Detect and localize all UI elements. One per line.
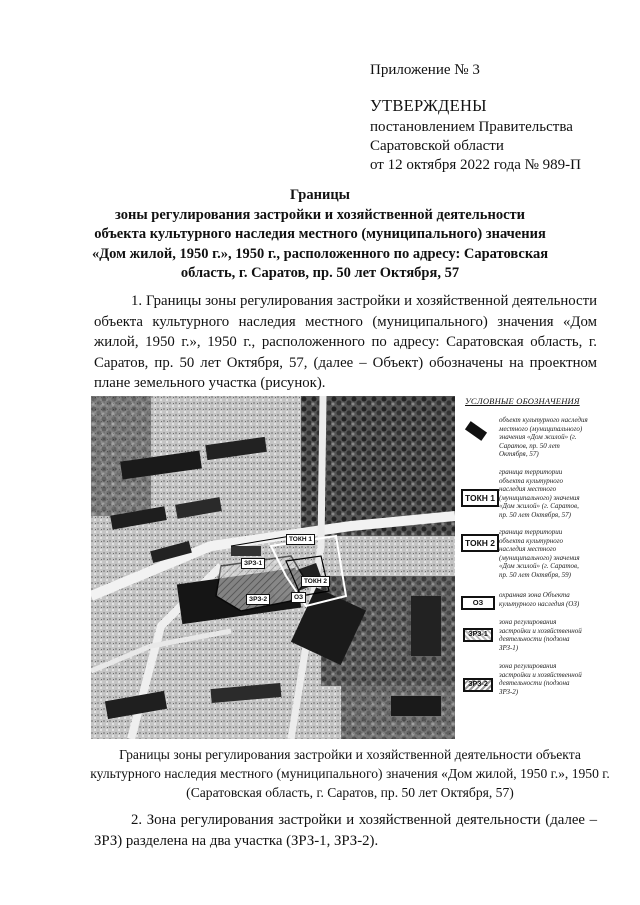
legend-item-text: граница территории объекта культурного наследия местного (муниципального) значения «Дом жилой» (г. Саратов, пр. 50 лет Октября, 57) bbox=[499, 468, 580, 519]
title-line-1: Границы bbox=[289, 187, 350, 203]
title-line-3: объекта культурного наследия местного (муниципального) значения bbox=[94, 226, 546, 242]
legend-item-text: граница территории объекта культурного наследия местного (муниципального) значения «Дом жилой» (г. Саратов, пр. 50 лет Октября, 59) bbox=[499, 528, 580, 579]
map-label-zrz-1: ЗРЗ-1 bbox=[241, 558, 265, 569]
map-label-oz: ОЗ bbox=[291, 592, 306, 603]
title-line-5: область, г. Саратов, пр. 50 лет Октября, 57 bbox=[180, 265, 460, 281]
legend-title: УСЛОВНЫЕ ОБОЗНАЧЕНИЯ bbox=[465, 396, 580, 406]
aerial-map-graphic bbox=[91, 396, 455, 739]
appendix-number: Приложение № 3 bbox=[370, 62, 480, 78]
legend-swatch-tokn-2: ТОКН 2 bbox=[461, 534, 499, 552]
legend-item-text: охранная зона Объекта культурного наследия (ОЗ) bbox=[499, 591, 580, 608]
approved-heading: УТВЕРЖДЕНЫ bbox=[370, 96, 487, 115]
title-line-2: зоны регулирования застройки и хозяйственной деятельности bbox=[115, 206, 525, 223]
legend-object-symbol-icon bbox=[463, 418, 489, 444]
approval-line-1: постановлением Правительства bbox=[370, 119, 573, 135]
legend-swatch-tokn-1: ТОКН 1 bbox=[461, 489, 499, 507]
site-plan-figure bbox=[91, 396, 599, 739]
approval-line-2: Саратовской области bbox=[370, 138, 504, 154]
map-label-zrz-2: ЗРЗ-2 bbox=[246, 594, 270, 605]
caption-line-2: культурного наследия местного (муниципального) значения «Дом жилой, 1950 г.», 1950 г. bbox=[90, 766, 610, 781]
document-title bbox=[60, 186, 580, 284]
caption-line-1: Границы зоны регулирования застройки и хозяйственной деятельности объекта bbox=[119, 747, 581, 762]
caption-line-3: (Саратовская область, г. Саратов, пр. 50 лет Октября, 57) bbox=[186, 785, 514, 800]
legend-swatch-zrz-2: ЗРЗ-2 bbox=[463, 678, 493, 692]
legend-swatch-zrz-1: ЗРЗ-1 bbox=[463, 628, 493, 642]
legend-swatch-oz: ОЗ bbox=[461, 596, 495, 610]
legend-item-text: зона регулирования застройки и хозяйственной деятельности (подзона ЗРЗ-1) bbox=[499, 618, 582, 652]
title-line-4: «Дом жилой, 1950 г.», 1950 г., расположенного по адресу: Саратовская bbox=[91, 245, 549, 262]
site-plan-map bbox=[91, 396, 455, 739]
map-label-tokn-1: ТОКН 1 bbox=[286, 534, 315, 545]
map-label-tokn-2: ТОКН 2 bbox=[301, 576, 330, 587]
paragraph-2: 2. Зона регулирования застройки и хозяйственной деятельности (далее – ЗРЗ) разделена на два участка (ЗРЗ-1, ЗРЗ-2). bbox=[94, 812, 597, 849]
approval-line-3: от 12 октября 2022 года № 989-П bbox=[370, 157, 582, 173]
legend-item-text: зона регулирования застройки и хозяйственной деятельности (подзона ЗРЗ-2) bbox=[499, 662, 582, 696]
paragraph-1: 1. Границы зоны регулирования застройки и хозяйственной деятельности объекта культурного наследия местного (муниципального) значения «Дом жилой, 1950 г.», 1950 г., расположенного по адресу: Саратовская область, г. Саратов, пр. 50 лет Октября, 57, (далее – Объект) обозначены на проектном плане земельного участка (рисунок). bbox=[94, 293, 597, 391]
figure-caption bbox=[90, 745, 610, 802]
legend-item-text: объект культурного наследия местного (муниципального) значения «Дом жилой» (г. Саратов, пр. 50 лет Октября, 57) bbox=[499, 416, 588, 459]
map-legend bbox=[461, 396, 599, 739]
